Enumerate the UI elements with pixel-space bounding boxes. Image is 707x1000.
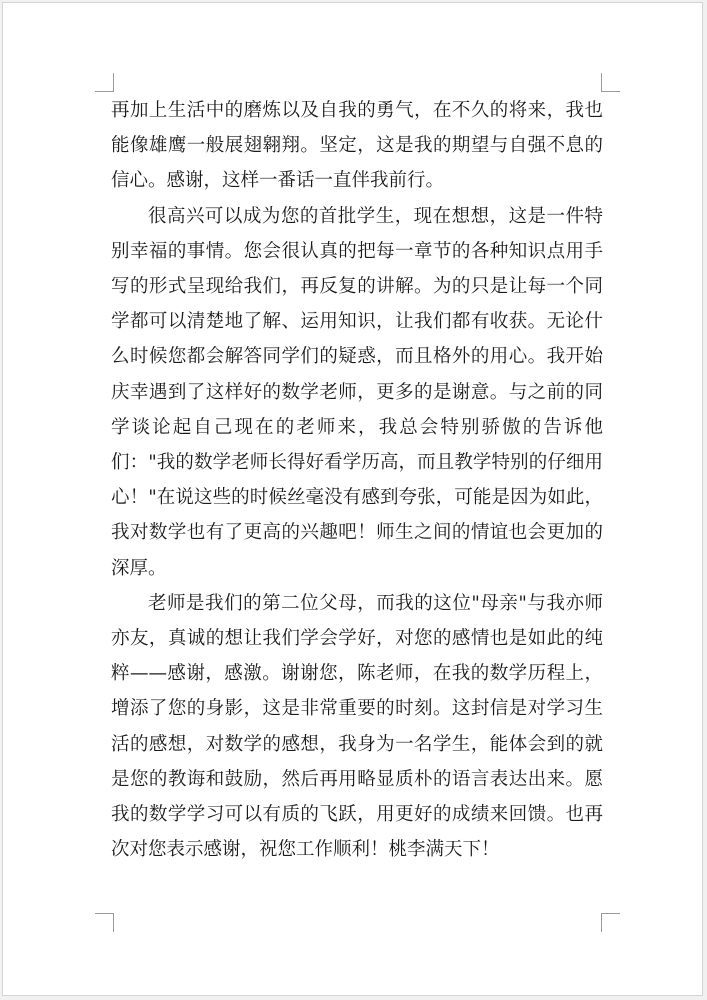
paragraph-3: 老师是我们的第二位父母，而我的这位"母亲"与我亦师亦友，真诚的想让我们学会学好，对您的感情也是如此的纯粹——感谢，感激。谢谢您，陈老师，在我的数学历程上，增添了您的身影，这是非常重要的时刻。这封信是对学习生活的感想，对数学的感想，我身为一名学生，能体会到的就是您的教诲和鼓励，然后再用略显质朴的语言表达出来。愿我的数学学习可以有质的飞跃，用更好的成绩来回馈。也再次对您表示感谢，祝您工作顺利！桃李满天下！ — [111, 592, 603, 861]
margin-corner-bottom-left — [95, 913, 114, 932]
paragraph-2: 很高兴可以成为您的首批学生，现在想想，这是一件特别幸福的事情。您会很认真的把每一章节的各种知识点用手写的形式呈现给我们，再反复的讲解。为的只是让每一个同学都可以清楚地了解、运用知识，让我们都有收获。无论什么时候您都会解答同学们的疑惑，而且格外的用心。我开始庆幸遇到了这样好的数学老师，更多的是谢意。与之前的同学谈论起自己现在的老师来，我总会特别骄傲的告诉他们："我的数学老师长得好看学历高，而且教学特别的仔细用心！"在说这些的时候丝毫没有感到夸张，可能是因为如此，我对数学也有了更高的兴趣吧！师生之间的情谊也会更加的深厚。 — [111, 205, 603, 579]
document-page — [2, 2, 703, 996]
document-body — [111, 93, 603, 867]
paragraph-1: 再加上生活中的磨炼以及自我的勇气，在不久的将来，我也能像雄鹰一般展翅翱翔。坚定，这是我的期望与自强不息的信心。感谢，这样一番话一直伴我前行。 — [111, 100, 603, 192]
margin-corner-top-left — [95, 73, 114, 92]
margin-corner-top-right — [601, 73, 620, 92]
margin-corner-bottom-right — [601, 913, 620, 932]
